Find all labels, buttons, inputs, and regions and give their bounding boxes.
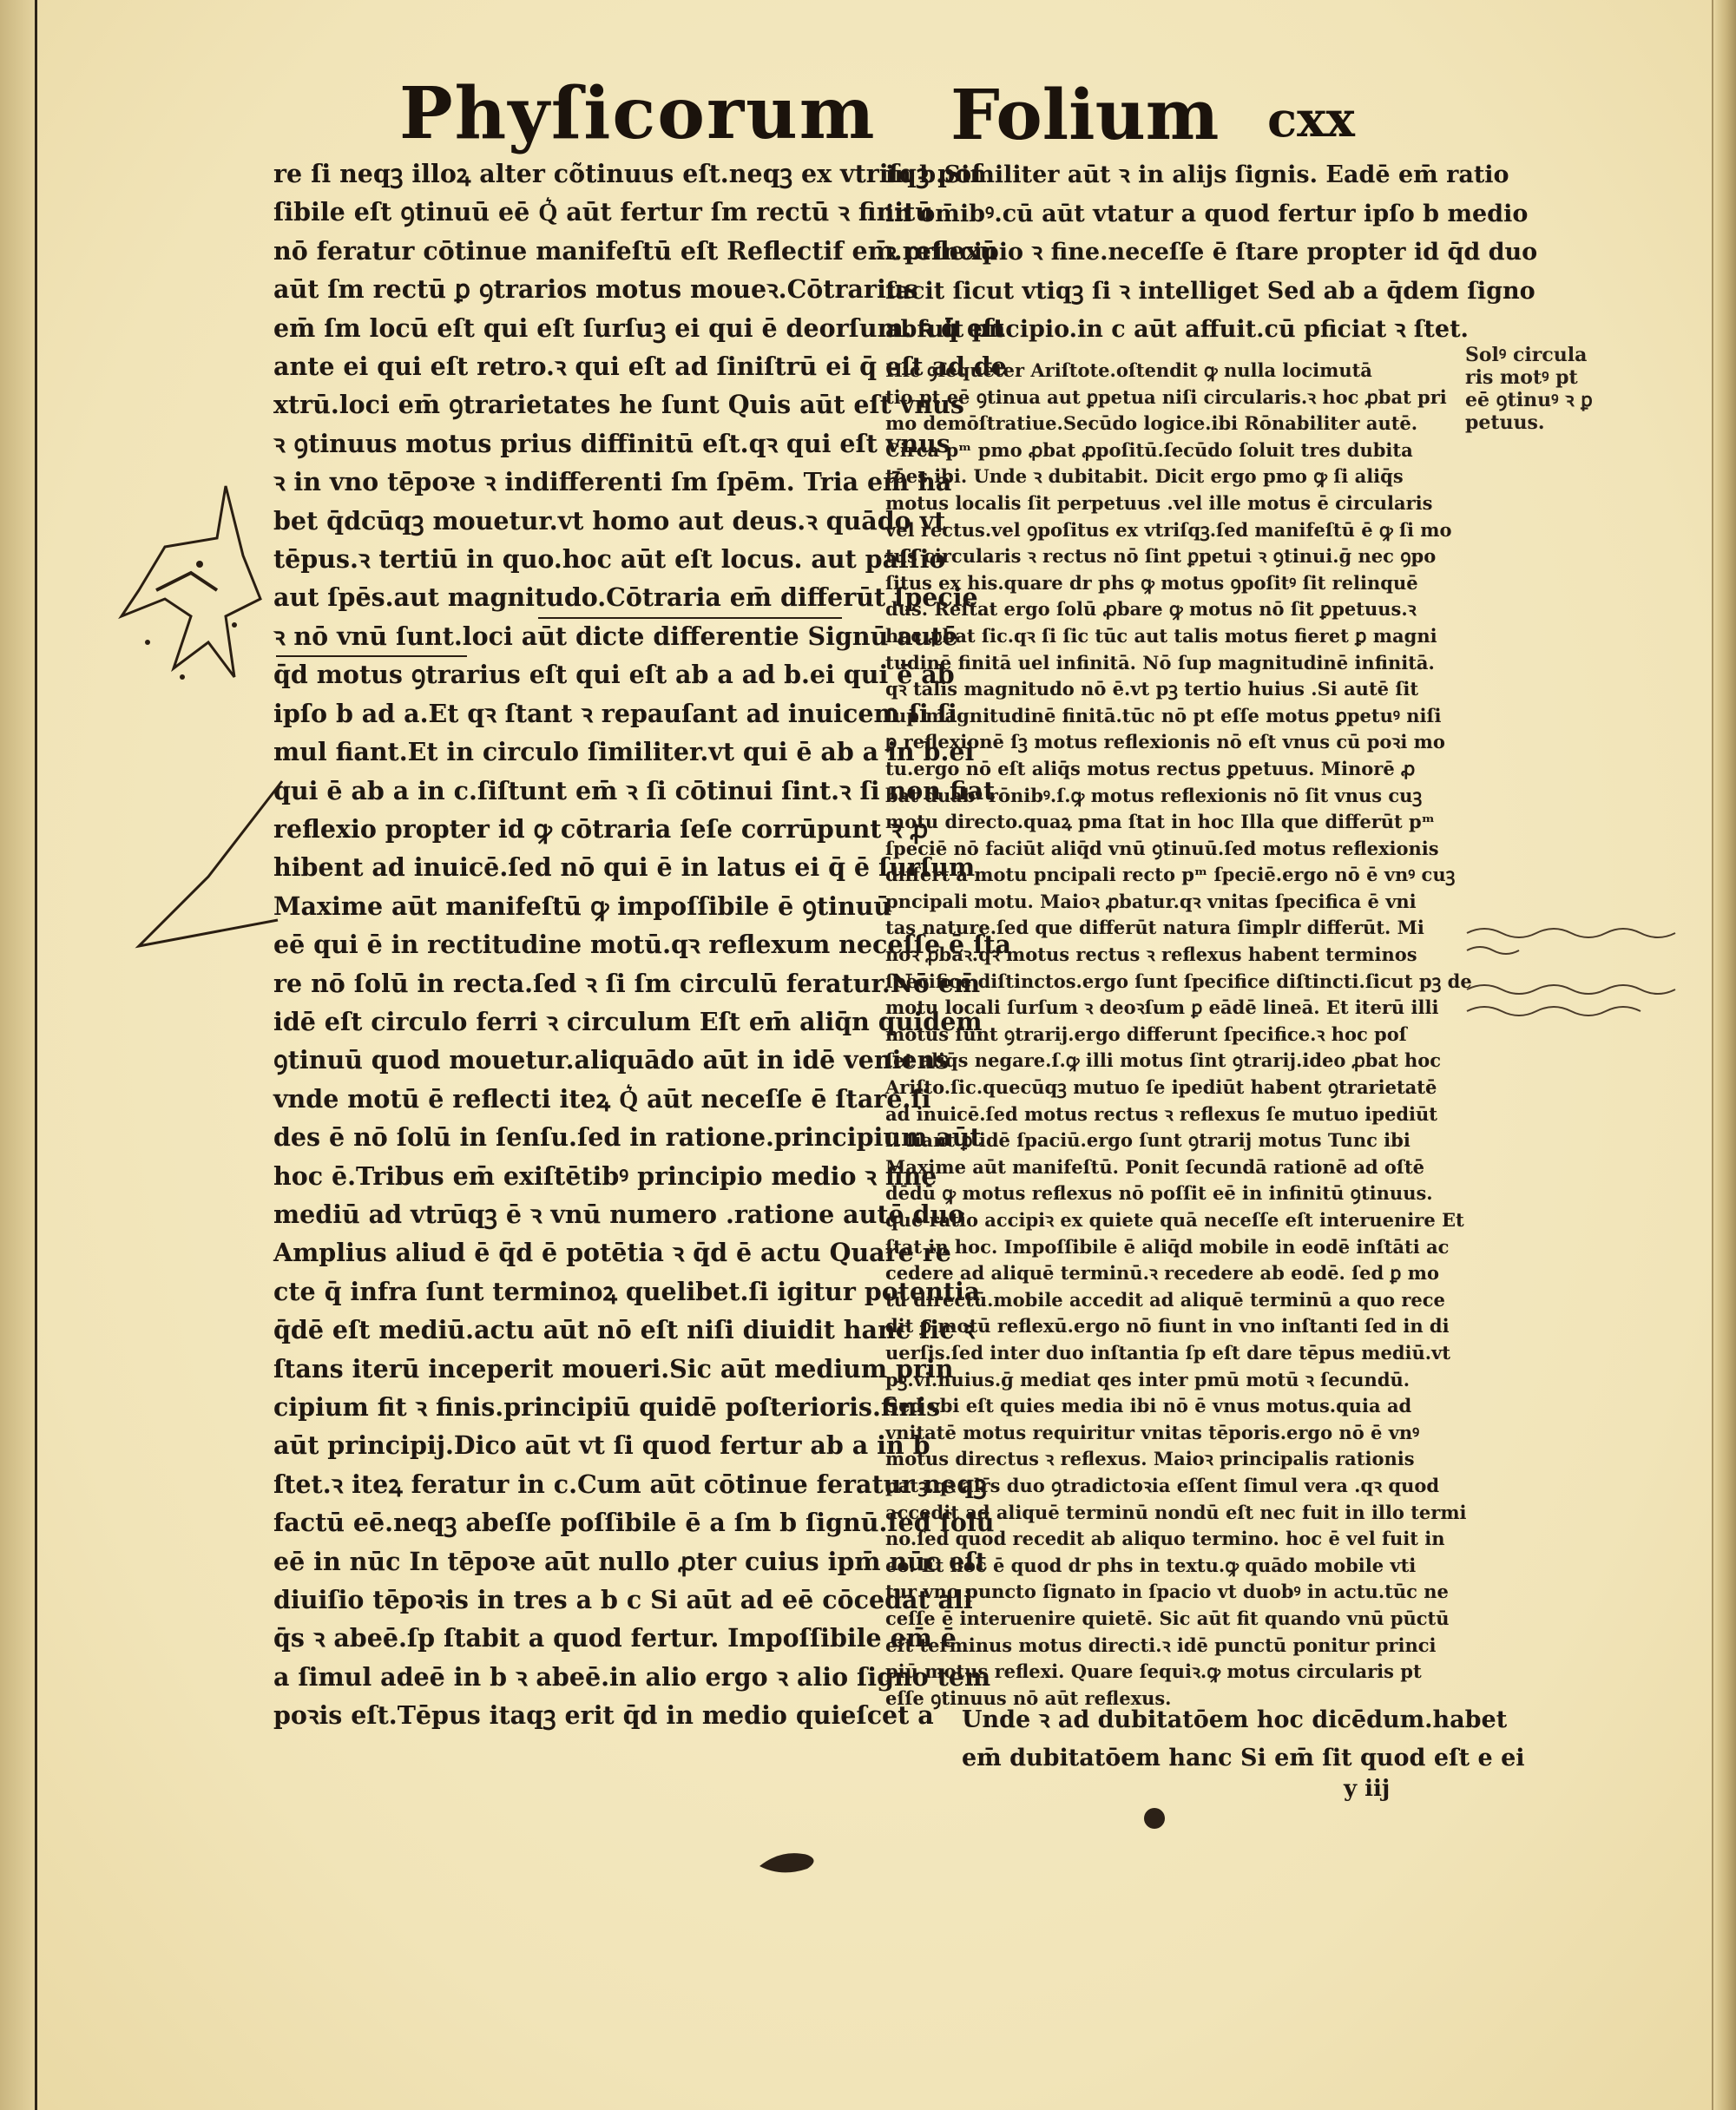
text-line: hoc ē.Tribus em̄ exiſtētibꝰ principio medio ꝛ fine <box>273 1160 937 1191</box>
text-line: cipium fit ꝛ finis.principiū quidē poſterioris.finis <box>273 1392 941 1422</box>
text-line: ꝛ principio ꝛ fine.neceſſe ē ſtare propter id q̄d duo <box>885 239 1538 266</box>
commentary-line: Sed vbi eſt quies media ibi nō ē vnus motus.quia ad <box>885 1395 1412 1417</box>
commentary-line: qꝛ talis magnitudo nō ē.vt pꝫ tertio huius .Si autē ſit <box>885 678 1419 700</box>
commentary-line: hoc ꝓbat ſic.qꝛ ſi ſic tūc aut talis motus fieret ꝑ magni <box>885 624 1437 647</box>
commentary-line: dit ꝑ motū reflexū.ergo nō fiunt in vno inſtanti ſed in di <box>885 1315 1450 1338</box>
right-text-column-top <box>885 156 1538 350</box>
text-line: ꝛ in vno tēpoꝛe ꝛ indifferenti ſm ſpēm. Tria em̄ ha <box>273 467 952 497</box>
text-line: Unde ꝛ ad dubitatōem hoc dicēdum.habet <box>962 1706 1508 1733</box>
commentary-line: eo. Et hoc ē quod dr phs in textu.ꝙ quādo mobile vti <box>885 1554 1417 1576</box>
commentary-line: Maxime aūt manifeſtū. Ponit ſecundā rationē ad oſtē <box>885 1155 1425 1178</box>
text-line: eē qui ē in rectitudine motū.qꝛ reflexum neceſſe ē ſta <box>273 930 1012 960</box>
commentary-line: ſi ſiant ꝑ idē ſpaciū.ergo ſunt ꝯtrarij motus Tunc ibi <box>885 1129 1410 1152</box>
text-line: a ſimul adeē in b ꝛ abeē.in alio ergo ꝛ alio ſigno tem <box>273 1661 991 1692</box>
text-line: factū eē.neqꝫ abeſſe poſſibile ē a ſm b ſignū.ſed ſolū <box>273 1508 995 1538</box>
commentary-line: cedere ad aliquē terminū.ꝛ recedere ab eodē. ſed ꝑ mo <box>885 1262 1439 1285</box>
gutter-line <box>35 0 37 2110</box>
ink-stain <box>755 1844 825 1879</box>
commentary-line: ſtat in hoc. Impoſſibile ē aliq̄d mobile in eodē inſtāti ac <box>885 1235 1450 1258</box>
commentary-line: ſitus ex his.quare dr phs ꝙ motus ꝯpoſitꝰ ſit relinquē <box>885 571 1418 594</box>
commentary-line: motus localis ſit perpetuus .vel ille motus ē circularis <box>885 491 1433 514</box>
commentary-line: no.ſed quod recedit ab aliquo termino. hoc ē vel fuit in <box>885 1528 1445 1550</box>
text-line: hibent ad inuicē.ſed nō qui ē in latus ei q̄ ē ſurſum <box>273 852 976 883</box>
commentary-line: uerſis.ſed inter duo inſtantia ſp eſt dare tēpus mediū.vt <box>885 1341 1450 1364</box>
marginal-handwriting <box>1463 924 1714 1042</box>
commentary-line: ſet aliq̄s negare.ſ.ꝙ illi motus ſint ꝯtrarij.ideo ꝓbat hoc <box>885 1049 1442 1072</box>
marginal-drawing <box>87 469 295 972</box>
text-line: qui ē ab a in c.ſiſtunt em̄ ꝛ ſi cōtinui ſint.ꝛ ſi non fiat <box>273 775 996 805</box>
page-edge <box>1713 0 1736 2110</box>
text-line: ſtet.ꝛ iteꝝ feratur in c.Cum aūt cōtinue feratur neqꝫ <box>273 1469 987 1499</box>
commentary-line: motus ſunt ꝯtrarij.ergo differunt ſpecifice.ꝛ hoc poſ <box>885 1022 1407 1045</box>
text-line: ꝯtinuū quod mouetur.aliquādo aūt in idē veniens <box>273 1045 950 1075</box>
text-line: em̄ ſm locū eſt qui eſt ſurſuꝫ ei qui ē deorſum. ꝛ q̄ eſt <box>273 312 1005 343</box>
text-line: Amplius aliud ē q̄d ē potētia ꝛ q̄d ē actu Quare re <box>273 1238 951 1268</box>
text-line: q̄d motus ꝯtrarius eſt qui eſt ab a ad b.ei qui ē ab <box>273 660 955 690</box>
commentary-line: Circa pᵐ pmo ꝓbat ꝓpoſitū.ſecūdo ſoluit tres dubita <box>885 438 1413 461</box>
commentary-line: ad inuicē.ſed motus rectus ꝛ reflexus ſe mutuo ipediūt <box>885 1102 1437 1125</box>
text-line: eē in nūc In tēpoꝛe aūt nullo ꝓter cuius ipm̄ nūc eſt <box>273 1546 987 1576</box>
text-line: reflexio propter id ꝙ cōtraria ſeſe corrūpunt ꝛ ꝓ <box>273 813 929 844</box>
right-text-column-bottom <box>962 1701 1525 1778</box>
text-line: ante ei qui eſt retro.ꝛ qui eſt ad ſiniſtrū ei q̄ eſt ad de <box>273 352 1007 382</box>
text-line: facit ſicut vtiqꝫ ſi ꝛ intelliget Sed ab a q̄dem ſigno <box>885 277 1535 305</box>
text-line: ipſo b ad a.Et qꝛ ſtant ꝛ repauſant ad inuicem ſi ſi <box>273 698 957 728</box>
text-line: poꝛis eſt.Tēpus itaqꝫ erit q̄d in medio quieſcet a <box>273 1700 934 1731</box>
running-title-left: Phyſicorum <box>399 72 877 155</box>
text-line: mul fiant.Et in circulo ſimiliter.vt qui ē ab a in b.ei <box>273 737 975 767</box>
commentary-line: que ratio accipiꝛ ex quiete quā neceſſe eſt interuenire Et <box>885 1209 1464 1231</box>
commentary-line: noꝛ ꝓbaꝛ.qꝛ motus rectus ꝛ reflexus habent terminos <box>885 943 1417 966</box>
margin-note <box>1465 344 1613 434</box>
commentary-line: vel rectus.vel ꝯpoſitus ex vtriſqꝫ.ſed manifeſtū ē ꝙ ſi mo <box>885 518 1452 541</box>
commentary-line: vnitatē motus requiritur vnitas tēporis.ergo nō ē vnꝰ <box>885 1421 1420 1443</box>
commentary-line: patꝫ.qꝛ alr̄s duo ꝯtradictoꝛia eſſent ſimul vera .qꝛ quod <box>885 1474 1440 1496</box>
text-line: tēpus.ꝛ tertiū in quo.hoc aūt eſt locus. aut paſſio <box>273 544 946 575</box>
commentary-line: ſpecifice diſtinctos.ergo ſunt ſpecifice diſtincti.ſicut pꝫ de <box>885 970 1472 992</box>
text-line: des ē nō ſolū in ſenſu.ſed in ratione.principium aūt <box>273 1122 982 1153</box>
text-line: xtrū.loci em̄ ꝯtrarietates he ſunt Quis aūt eſt vnus <box>273 390 964 420</box>
commentary-line: tio pt eē ꝯtinua aut ꝑpetua niſi circularis.ꝛ hoc ꝓbat pri <box>885 385 1447 408</box>
text-line: vnde motū ē reflecti iteꝝ Q͛ aūt neceſſe ē ſtare.ſi <box>273 1083 931 1114</box>
commentary-line: tōes.ibi. Unde ꝛ dubitabit. Dicit ergo pmo ꝙ ſi aliq̄s <box>885 465 1404 488</box>
text-line: em̄ dubitatōem hanc Si em̄ ſit quod eſt e ei <box>962 1745 1525 1771</box>
commentary-line: tur vno puncto ſignato in ſpacio vt duobꝰ in actu.tūc ne <box>885 1581 1449 1603</box>
gutter-shadow <box>0 0 35 2110</box>
text-line: idē eſt circulo ferri ꝛ circulum Eſt em̄ aliq̄n quidem <box>273 1006 983 1036</box>
text-line: q̄dē eſt mediū.actu aūt nō eſt niſi diuidit hanc ſic ꝛ <box>273 1315 975 1345</box>
underline-mark <box>276 655 467 657</box>
text-line: abfuit pncipio.in c aūt affuit.cū pficiat ꝛ ſtet. <box>885 316 1469 343</box>
commentary-line: motu locali ſurſum ꝛ deoꝛſum ꝑ eādē lineā. Et iterū illi <box>885 996 1439 1019</box>
ink-stain <box>1137 1801 1172 1836</box>
commentary-line: dus. Reſtat ergo ſolū ꝓbare ꝙ motus nō ſit ꝑpetuus.ꝛ <box>885 598 1417 621</box>
commentary-line: ſpeciē nō faciūt aliq̄d vnū ꝯtinuū.ſed motus reflexionis <box>885 837 1439 859</box>
commentary-line: mo demōſtratiue.Secūdo logice.ibi Rōnabiliter autē. <box>885 412 1418 435</box>
text-line: re ſi neqꝫ illoꝝ alter cõtinuus eſt.neqꝫ ex vtriſqꝫ poſ <box>273 159 983 188</box>
margin-note-line: ris motꝰ pt <box>1465 366 1578 389</box>
text-line: cte q̄ infra ſunt terminoꝝ quelibet.ſi igitur potentia <box>273 1276 981 1306</box>
commentary-line: motus directus ꝛ reflexus. Maioꝛ principalis rationis <box>885 1448 1415 1470</box>
commentary-line: eſt terminus motus directi.ꝛ idē punctū ponitur princi <box>885 1633 1437 1656</box>
folio-number: cxx <box>1267 91 1355 148</box>
left-text-column <box>273 154 1012 1804</box>
text-line: aut ſpēs.aut magnitudo.Cōtraria em̄ differūt ſpecie <box>273 582 978 613</box>
text-line: aūt ſm rectū ꝑ ꝯtrarios motus moueꝛ.Cōtrarius <box>273 274 918 305</box>
text-line: bet q̄dcūqꝫ mouetur.vt homo aut deus.ꝛ quādo vt <box>273 505 946 536</box>
margin-note-line: Solꝰ circula <box>1465 344 1588 366</box>
commentary-line: ceſſe ē interuenire quietē. Sic aūt fit quando vnū pūctū <box>885 1607 1450 1629</box>
underline-mark <box>538 617 842 619</box>
commentary-line: ꝑ reflexionē ſꝫ motus reflexionis nō eſt vnus cū poꝛi mo <box>885 731 1445 753</box>
text-line: nō feratur cōtinue manifeſtū eſt Reflectif em̄.reflexū <box>273 235 998 266</box>
commentary-line: Ariſto.ſic.quecūqꝫ mutuo ſe ipediūt habent ꝯtrarietatē <box>885 1076 1437 1099</box>
commentary-column <box>885 358 1472 1709</box>
page-edge-line <box>1712 0 1713 2110</box>
commentary-line: Hic ꝯſequēter Ariſtote.oſtendit ꝙ nulla locimutā <box>885 359 1372 381</box>
commentary-line: piū motus reflexi. Quare ſequiꝛ.ꝙ motus circularis pt <box>885 1660 1422 1683</box>
commentary-line: accedit ad aliquē terminū nondū eſt nec fuit in illo termi <box>885 1501 1467 1523</box>
commentary-line: motu directo.quaꝝ pma ſtat in hoc Illa que differūt pᵐ <box>885 811 1436 833</box>
commentary-line: differt a motu pncipali recto pᵐ ſpeciē.ergo nō ē vnꝰ cuꝫ <box>885 864 1456 886</box>
commentary-line: tu.ergo nō eſt aliq̄s motus rectus ꝑpetuus. Minorē ꝓ <box>885 757 1416 779</box>
text-line: Maxime aūt manifeſtū ꝙ impoſſibile ē ꝯtinuū <box>273 891 892 921</box>
text-line: re nō ſolū in recta.ſed ꝛ ſi ſm circulū feratur.Nō em̄ <box>273 968 981 998</box>
text-line: in b.Similiter aūt ꝛ in alijs ſignis. Eadē em̄ ratio <box>885 161 1509 188</box>
margin-note-line: eē ꝯtinuꝰ ꝛ ꝑ <box>1465 389 1593 411</box>
commentary-line: pꝫ.vi.huius.ḡ mediat qes inter pmū motū ꝛ ſecundū. <box>885 1368 1410 1390</box>
commentary-line: dēdū ꝙ motus reflexus nō poſſit eē in infinitū ꝯtinuus. <box>885 1182 1433 1205</box>
commentary-line: tū directū.mobile accedit ad aliquē terminū a quo rece <box>885 1288 1445 1311</box>
commentary-line: tus circularis ꝛ rectus nō ſint ꝑpetui ꝛ ꝯtinui.ḡ nec ꝯpo <box>885 545 1437 568</box>
text-line: aūt principij.Dico aūt vt ſi quod fertur ab a in b <box>273 1430 930 1461</box>
running-title-folium: Folium <box>950 74 1220 155</box>
margin-note-line: petuus. <box>1465 411 1545 434</box>
commentary-line: eſſe ꝯtinuus nō aūt reflexus. <box>885 1686 1172 1709</box>
text-line: ꝛ ꝯtinuus motus prius diffinitū eſt.qꝛ qui eſt vnus <box>273 428 950 458</box>
text-line: q̄s ꝛ abeē.ſp ſtabit a quod fertur. Impoſſibile em̄ ē <box>273 1623 957 1653</box>
signature-mark: y iij <box>1344 1776 1391 1802</box>
text-line: diuiſio tēpoꝛis in tres a b c Si aūt ad eē cōcedat ali <box>273 1585 973 1615</box>
commentary-line: tas nature.ſed que differūt natura ſimplr differūt. Mi <box>885 917 1424 939</box>
text-line: in om̄ibꝰ.cū aūt vtatur a quod fertur ipſo b medio <box>885 200 1529 227</box>
text-line: mediū ad vtrūqꝫ ē ꝛ vnū numero .ratione autē duo <box>273 1199 965 1229</box>
text-line: ꝛ nō vnū ſunt.loci aūt dicte differentie Signū autē <box>273 621 958 651</box>
commentary-line: ſup magnitudinē finitā.tūc nō pt eſſe motus ꝑpetuꝰ niſi <box>885 704 1442 726</box>
text-line: ſibile eſt ꝯtinuū eē Q͛ aūt fertur ſm rectū ꝛ finitū <box>273 197 934 227</box>
commentary-line: tudinē finitā uel infinitā. Nō ſup magnitudinē infinitā. <box>885 651 1435 674</box>
commentary-line: bat duabꝰ rōnibꝰ.ſ.ꝙ motus reflexionis nō ſit vnus cuꝫ <box>885 784 1423 806</box>
text-line: ſtans iterū inceperit moueri.Sic aūt medium prin <box>273 1353 954 1384</box>
commentary-line: pncipali motu. Maioꝛ ꝓbatur.qꝛ vnitas ſpecifica ē vni <box>885 890 1417 912</box>
